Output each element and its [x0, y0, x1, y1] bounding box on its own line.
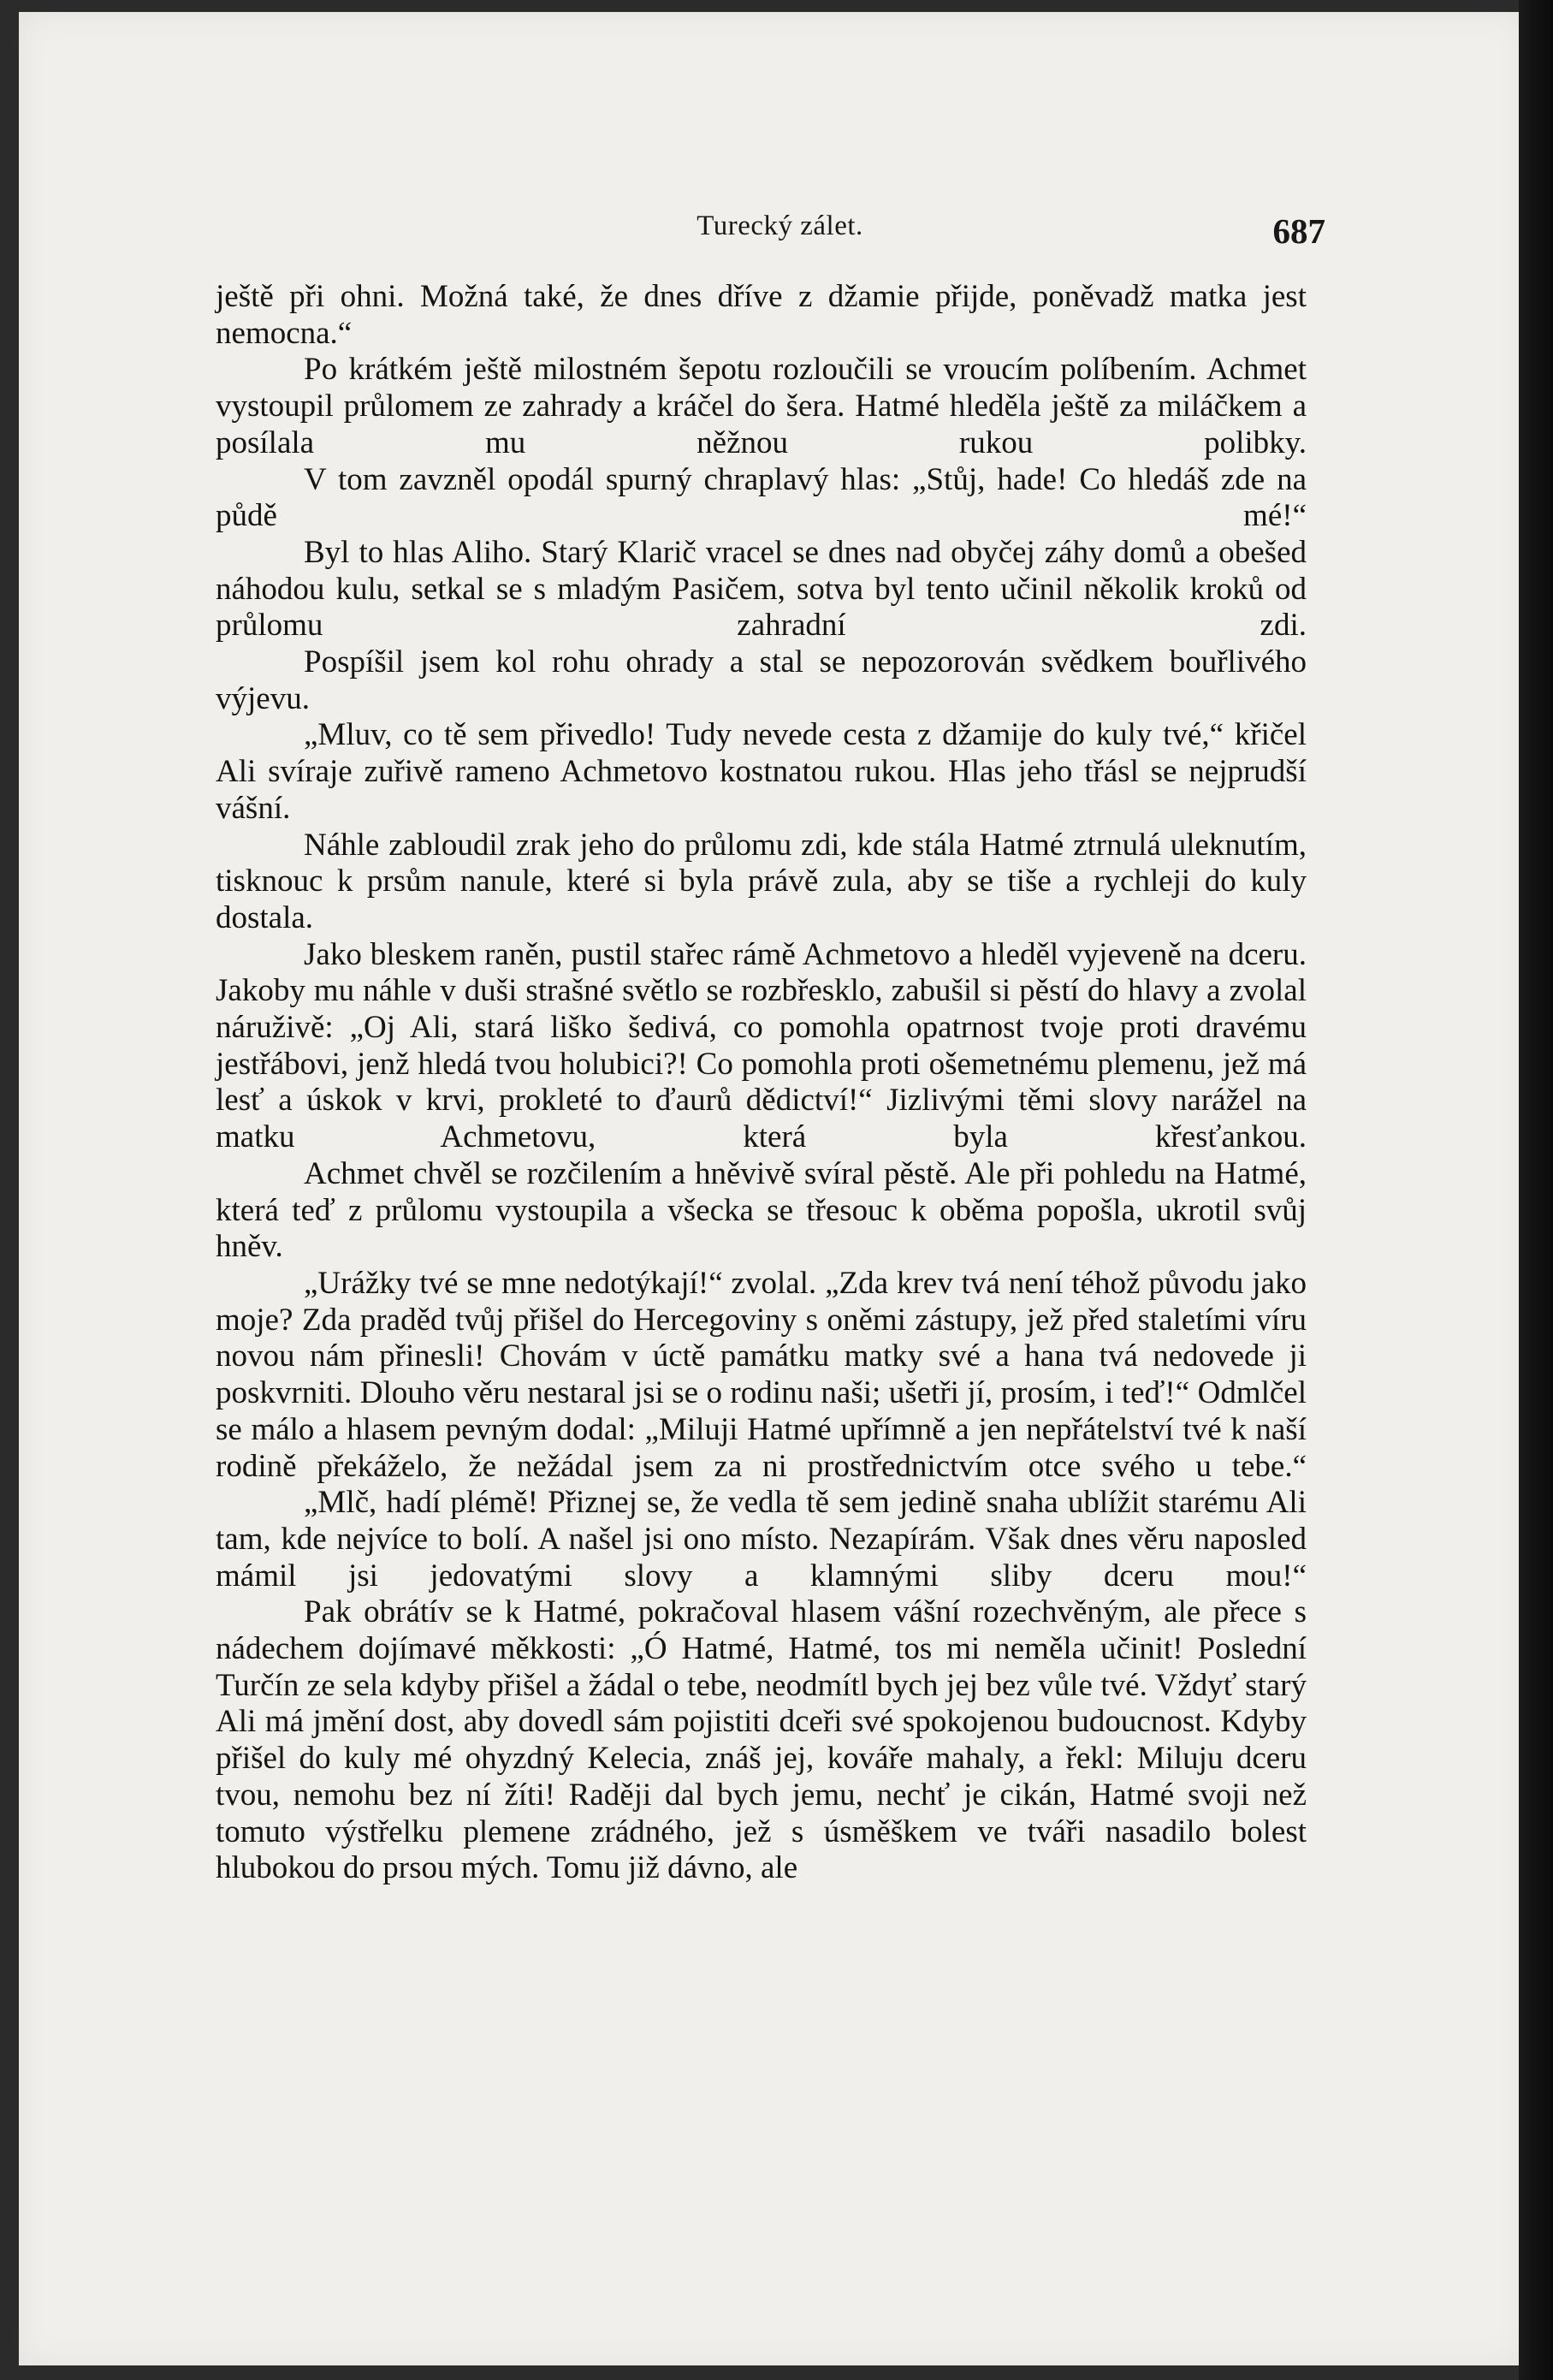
page-number: 687	[1272, 211, 1325, 251]
paragraph: Po krátkém ještě milostném šepotu rozloučili se vroucím políbením. Achmet vystoupil průlomem ze zahrady a kráčel do šera. Hatmé hleděla ještě za miláčkem a posílala mu něžnou rukou polibky.	[216, 352, 1307, 460]
paragraph: „Urážky tvé se mne nedotýkají!“ zvolal. „Zda krev tvá není téhož původu jako moje? Zda praděd tvůj přišel do Hercegoviny s oněmi zástupy, jež před staletími víru novou nám přinesli! Chovám v úctě památku matky své a hana tvá nedovede ji poskvrniti. Dlouho věru nestaral jsi se o rodinu naši; ušetři jí, prosím, i teď!“ Odmlčel se málo a hlasem pevným dodal: „Miluji Hatmé upřímně a jen nepřátelství tvé k naší rodině překáželo, že nežádal jsem za ni prostřednictvím otce svého u tebe.“	[216, 1265, 1307, 1484]
paragraph: Pak obrátív se k Hatmé, pokračoval hlasem vášní rozechvěným, ale přece s nádechem dojímavé měkkosti: „Ó Hatmé, Hatmé, tos mi neměla učinit! Poslední Turčín ze sela kdyby přišel a žádal o tebe, neodmítl bych jej bez vůle tvé. Vždyť starý Ali má jmění dost, aby dovedl sám pojistiti dceři své spokojenou budoucnost. Kdyby přišel do kuly mé ohyzdný Kelecia, znáš jej, kováře mahaly, a řekl: Miluju dceru tvou, nemohu bez ní žíti! Raději dal bych jemu, nechť je cikán, Hatmé svoji než tomuto výstřelku plemene zrádného, jež s úsměškem ve tváři nasadilo bolest hlubokou do prsou mých. Tomu již dávno, ale	[216, 1594, 1307, 1886]
paragraph: Byl to hlas Aliho. Starý Klarič vracel se dnes nad obyčej záhy domů a obešed náhodou kulu, setkal se s mladým Pasičem, sotva byl tento učinil několik kroků od průlomu zahradní zdi.	[216, 534, 1307, 644]
page-header	[234, 211, 1325, 253]
book-binding-edge	[1519, 0, 1553, 2380]
paragraph: „Mlč, hadí plémě! Přiznej se, že vedla tě sem jedině snaha ublížit starému Ali tam, kde nejvíce to bolí. A našel jsi ono místo. Nezapírám. Však dnes věru naposled mámil jsi jedovatými slovy a klamnými sliby dceru mou!“	[216, 1485, 1307, 1594]
paragraph: Náhle zabloudil zrak jeho do průlomu zdi, kde stála Hatmé ztrnulá uleknutím, tisknouc k prsům nanule, které si byla právě zula, aby se tiše a rychleji do kuly dostala.	[216, 827, 1307, 935]
paragraph: V tom zavzněl opodál spurný chraplavý hlas: „Stůj, hade! Co hledáš zde na půdě mé!“	[216, 461, 1307, 534]
paragraph: Achmet chvěl se rozčilením a hněvivě svíral pěstě. Ale při pohledu na Hatmé, která teď z průlomu vystoupila a všecka se třesouc k oběma popošla, ukrotil svůj hněv.	[216, 1155, 1307, 1265]
paragraph: „Mluv, co tě sem přivedlo! Tudy nevede cesta z džamije do kuly tvé,“ křičel Ali svíraje zuřivě rameno Achmetovo kostnatou rukou. Hlas jeho třásl se nejprudší vášní.	[216, 717, 1307, 826]
paragraph: ještě při ohni. Možná také, že dnes dříve z džamie přijde, poněvadž matka jest nemocna.“	[216, 279, 1307, 351]
paragraph: Jako bleskem raněn, pustil stařec rámě Achmetovo a hleděl vyjeveně na dceru. Jakoby mu náhle v duši strašné světlo se rozbřesklo, zabušil si pěstí do hlavy a zvolal náruživě: „Oj Ali, stará liško šedivá, co pomohla opatrnost tvoje proti dravému jestřábovi, jenž hledá tvou holubici?! Co pomohla proti ošemetnému plemenu, jež má lesť a úskok v krvi, prokleté to ďaurů dědictví!“ Jizlivými těmi slovy narážel na matku Achmetovu, která byla křesťankou.	[216, 936, 1307, 1155]
body-text	[216, 279, 1307, 1887]
running-title: Turecký zálet.	[696, 211, 863, 241]
paragraph: Pospíšil jsem kol rohu ohrady a stal se nepozorován svědkem bouřlivého výjevu.	[216, 644, 1307, 716]
